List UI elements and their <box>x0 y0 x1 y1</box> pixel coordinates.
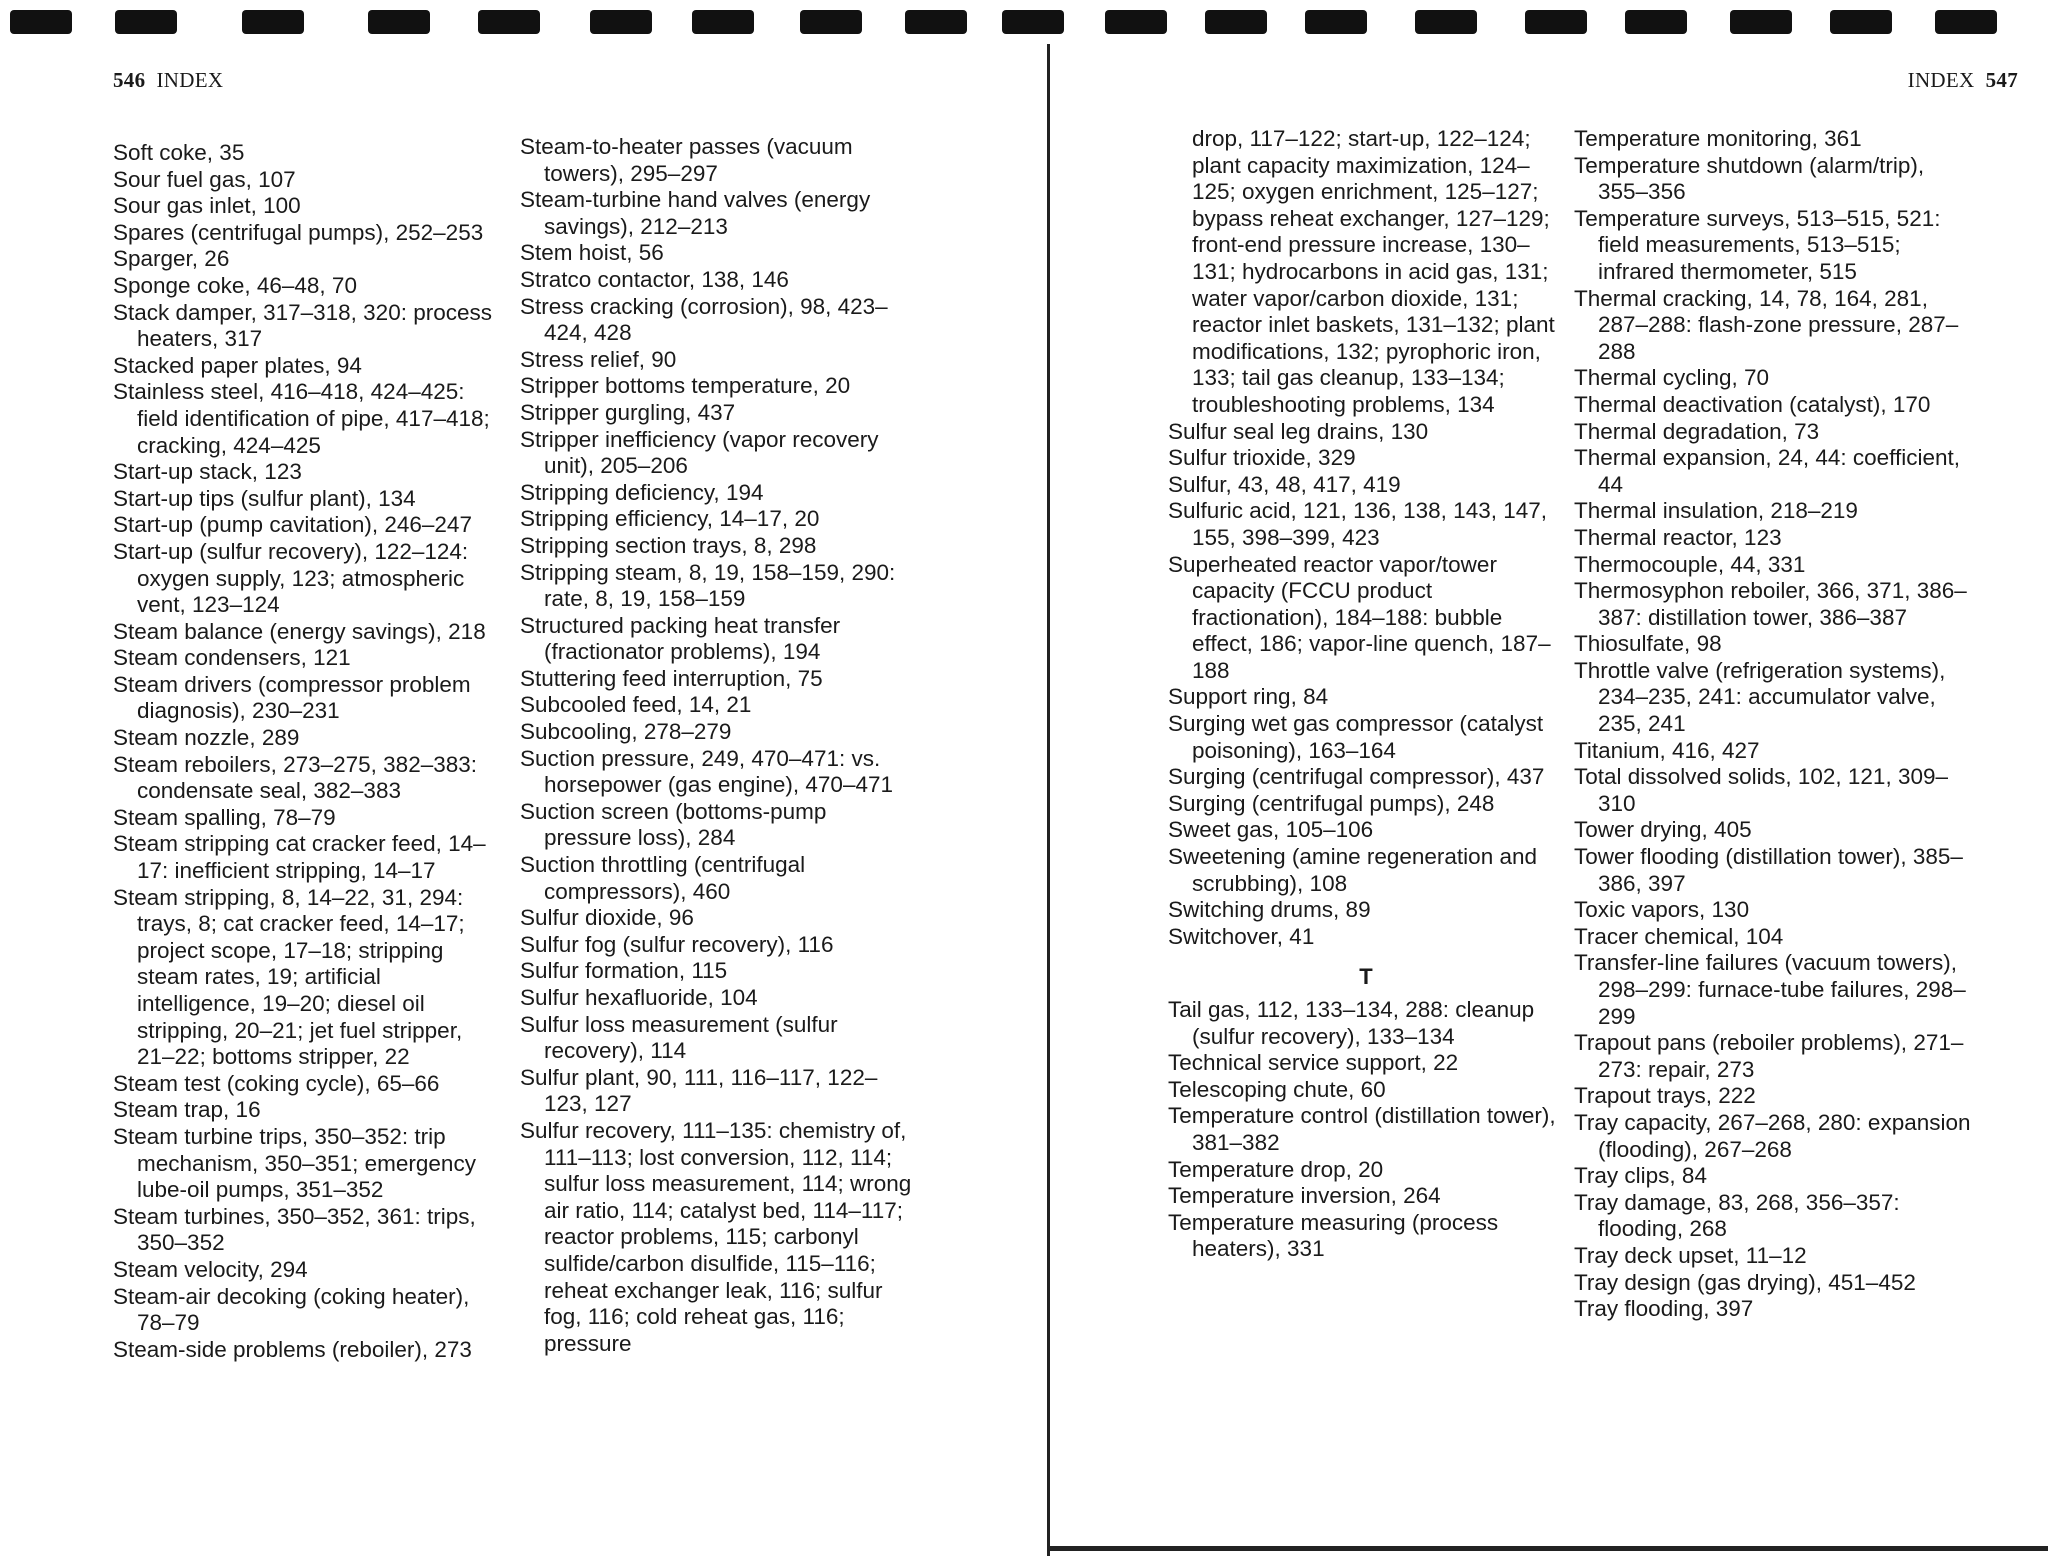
index-entry: Steam reboilers, 273–275, 382–383: condensate seal, 382–383 <box>113 751 478 804</box>
index-entry: Tracer chemical, 104 <box>1574 923 1784 949</box>
binding-hole <box>1105 10 1167 34</box>
index-entry: Thermal deactivation (catalyst), 170 <box>1574 391 1931 417</box>
index-entry: Sulfur seal leg drains, 130 <box>1168 418 1429 444</box>
index-entry: Soft coke, 35 <box>113 140 245 165</box>
index-entry: Steam stripping cat cracker feed, 14–17: inefficient stripping, 14–17 <box>113 831 486 884</box>
index-entry: Thiosulfate, 98 <box>1574 631 1722 657</box>
index-entry: Subcooling, 278–279 <box>520 719 732 745</box>
index-entry: Steam-side problems (reboiler), 273 <box>113 1336 472 1362</box>
index-entry: Steam condensers, 121 <box>113 645 351 671</box>
index-column-3 <box>1168 126 1564 1263</box>
index-entry: Thermal reactor, 123 <box>1574 524 1782 550</box>
binding-hole <box>10 10 72 34</box>
index-entry: Temperature inversion, 264 <box>1168 1183 1441 1209</box>
index-entry: Stripping steam, 8, 19, 158–159, 290: rate, 8, 19, 158–159 <box>520 559 896 612</box>
index-entry: Surging (centrifugal pumps), 248 <box>1168 790 1495 816</box>
index-entry: Surging (centrifugal compressor), 437 <box>1168 764 1545 790</box>
index-entry: Temperature shutdown (alarm/trip), 355–356 <box>1574 152 1925 205</box>
index-entry: Steam-turbine hand valves (energy savings), 212–213 <box>520 187 871 239</box>
index-entry: Start-up stack, 123 <box>113 459 302 485</box>
index-entry: Temperature control (distillation tower), 381–382 <box>1168 1103 1556 1155</box>
binding-hole <box>1730 10 1792 34</box>
index-entry: Steam nozzle, 289 <box>113 725 300 751</box>
index-entry: Steam-to-heater passes (vacuum towers), 295–297 <box>520 134 853 186</box>
index-entry: Start-up (sulfur recovery), 122–124: oxygen supply, 123; atmospheric vent, 123–124 <box>113 538 469 618</box>
index-entry: Stripping deficiency, 194 <box>520 479 764 505</box>
index-entry: Trapout pans (reboiler problems), 271–273: repair, 273 <box>1574 1030 1964 1082</box>
index-entry: Stacked paper plates, 94 <box>113 352 362 378</box>
binding-hole <box>1205 10 1267 34</box>
index-entry: Structured packing heat transfer (fractionator problems), 194 <box>520 612 841 665</box>
index-entry: Technical service support, 22 <box>1168 1050 1459 1076</box>
binding-hole <box>1305 10 1367 34</box>
index-entry: Tray damage, 83, 268, 356–357: flooding, 268 <box>1574 1189 1900 1242</box>
binding-hole <box>368 10 430 34</box>
index-entry: Support ring, 84 <box>1168 684 1329 710</box>
index-entry: Suction pressure, 249, 470–471: vs. horsepower (gas engine), 470–471 <box>520 745 893 798</box>
index-entry: Tail gas, 112, 133–134, 288: cleanup (sulfur recovery), 133–134 <box>1168 997 1535 1049</box>
index-entry: Steam turbine trips, 350–352: trip mechanism, 350–351; emergency lube-oil pumps, 351–352 <box>113 1123 476 1203</box>
index-entry: Tray design (gas drying), 451–452 <box>1574 1269 1916 1295</box>
right-page-number: 547 <box>1985 68 2018 92</box>
index-entry: Tray flooding, 397 <box>1574 1296 1754 1322</box>
index-entry: Trapout trays, 222 <box>1574 1083 1756 1109</box>
index-entry: Steam stripping, 8, 14–22, 31, 294: trays, 8; cat cracker feed, 14–17; project scope, 17–18; stripping steam rates, 19; artificial intelligence, 19–20; diesel oil stripping, 20–21; jet fuel stripper, 21–22; bottoms stripper, 22 <box>113 884 465 1070</box>
index-entry: Thermocouple, 44, 331 <box>1574 551 1806 577</box>
section-letter: T <box>1359 964 1373 990</box>
index-entry: Stripping efficiency, 14–17, 20 <box>520 506 820 532</box>
binding-hole <box>1830 10 1892 34</box>
index-entry: Sulfur recovery, 111–135: chemistry of, 111–113; lost conversion, 112, 114; sulfur loss measurement, 114; wrong air ratio, 114; catalyst bed, 114–117; reactor problems, 115; carbonyl sulfide/carbon disulfide, 115–116; reheat exchanger leak, 116; sulfur fog, 116; cold reheat gas, 116; pressure <box>520 1117 912 1356</box>
index-entry: Stripping section trays, 8, 298 <box>520 532 817 558</box>
index-entry: Sulfur hexafluoride, 104 <box>520 985 758 1010</box>
index-entry: Suction throttling (centrifugal compressors), 460 <box>520 852 806 904</box>
binding-hole <box>1415 10 1477 34</box>
binding-hole <box>242 10 304 34</box>
index-entry: Stem hoist, 56 <box>520 240 664 266</box>
index-entry: Transfer-line failures (vacuum towers), 298–299: furnace-tube failures, 298–299 <box>1574 950 1966 1029</box>
index-entry: Subcooled feed, 14, 21 <box>520 692 752 718</box>
index-entry: Stuttering feed interruption, 75 <box>520 665 823 691</box>
index-entry: Steam spalling, 78–79 <box>113 804 336 830</box>
binding-hole <box>1525 10 1587 34</box>
index-entry: Sulfur fog (sulfur recovery), 116 <box>520 931 834 957</box>
binding-hole <box>1002 10 1064 34</box>
index-entry: Sweetening (amine regeneration and scrubbing), 108 <box>1168 844 1537 896</box>
index-entry: Steam trap, 16 <box>113 1097 261 1123</box>
index-column-4 <box>1574 126 1974 1323</box>
index-entry: Thermal insulation, 218–219 <box>1574 498 1858 524</box>
index-entry: Toxic vapors, 130 <box>1574 897 1750 923</box>
index-entry: Thermal cycling, 70 <box>1574 365 1770 391</box>
index-entry: Surging wet gas compressor (catalyst poisoning), 163–164 <box>1168 711 1544 763</box>
index-entry: Thermal degradation, 73 <box>1574 418 1820 444</box>
index-entry: Suction screen (bottoms-pump pressure loss), 284 <box>520 798 827 851</box>
index-entry: Stratco contactor, 138, 146 <box>520 266 789 292</box>
binding-hole <box>478 10 540 34</box>
right-running-head: INDEX <box>1907 68 1975 92</box>
index-entry: Stripper bottoms temperature, 20 <box>520 373 851 399</box>
index-entry: Start-up tips (sulfur plant), 134 <box>113 485 416 511</box>
index-entry-continuation: drop, 117–122; start-up, 122–124; plant capacity maximization, 124–125; oxygen enrichment, 125–127; bypass reheat exchanger, 127–129; front-end pressure increase, 130–131; hydrocarbons in acid gas, 131; water vapor/carbon dioxide, 131; reactor inlet baskets, 131–132; plant modifications, 132; pyrophoric iron, 133; tail gas cleanup, 133–134; troubleshooting problems, 134 <box>1192 126 1555 417</box>
index-entry: Superheated reactor vapor/tower capacity (FCCU product fractionation), 184–188: bubble effect, 186; vapor-line quench, 187–188 <box>1168 551 1551 683</box>
index-entry: Tower flooding (distillation tower), 385–386, 397 <box>1574 844 1963 896</box>
index-entry: Temperature drop, 20 <box>1168 1156 1384 1182</box>
left-page-number: 546 <box>113 68 146 92</box>
index-entry: Stress cracking (corrosion), 98, 423–424, 428 <box>520 293 888 346</box>
binding-hole <box>905 10 967 34</box>
index-entry: Thermosyphon reboiler, 366, 371, 386–387: distillation tower, 386–387 <box>1574 578 1967 630</box>
index-entry: Sulfur dioxide, 96 <box>520 905 694 931</box>
index-entry: Tray clips, 84 <box>1574 1163 1707 1189</box>
left-running-head: INDEX <box>156 68 224 92</box>
index-entry: Steam balance (energy savings), 218 <box>113 618 486 644</box>
index-entry: Sulfur formation, 115 <box>520 958 728 984</box>
index-entry: Temperature surveys, 513–515, 521: field measurements, 513–515; infrared thermometer, 515 <box>1574 205 1941 284</box>
index-entry: Spares (centrifugal pumps), 252–253 <box>113 219 484 245</box>
index-entry: Sulfuric acid, 121, 136, 138, 143, 147, 155, 398–399, 423 <box>1168 498 1548 550</box>
binding-hole <box>590 10 652 34</box>
index-column-1 <box>113 140 503 1363</box>
binding-hole <box>800 10 862 34</box>
index-entry: Sulfur plant, 90, 111, 116–117, 122–123, 127 <box>520 1064 878 1117</box>
index-entry: Steam turbines, 350–352, 361: trips, 350–352 <box>113 1203 476 1256</box>
index-entry: Stainless steel, 416–418, 424–425: field identification of pipe, 417–418; cracking, 424–425 <box>113 379 490 458</box>
index-entry: Titanium, 416, 427 <box>1574 737 1760 763</box>
page-edge-line <box>1050 1546 2048 1551</box>
index-entry: Stripper inefficiency (vapor recovery unit), 205–206 <box>520 426 879 479</box>
binding-hole <box>1935 10 1997 34</box>
left-page-header <box>113 68 223 93</box>
binding-hole <box>115 10 177 34</box>
index-entry: Stripper gurgling, 437 <box>520 399 736 425</box>
book-spine <box>1047 44 1050 1556</box>
index-entry: Sweet gas, 105–106 <box>1168 817 1374 843</box>
index-entry: Tower drying, 405 <box>1574 817 1752 843</box>
index-entry: Sour gas inlet, 100 <box>113 193 301 219</box>
right-page-header <box>1908 68 2018 93</box>
index-entry: Stress relief, 90 <box>520 346 677 372</box>
index-entry: Sour fuel gas, 107 <box>113 166 296 192</box>
index-entry: Total dissolved solids, 102, 121, 309–310 <box>1574 764 1948 816</box>
index-entry: Temperature measuring (process heaters), 331 <box>1168 1209 1499 1262</box>
index-entry: Steam drivers (compressor problem diagnosis), 230–231 <box>113 671 471 724</box>
binding-hole <box>1625 10 1687 34</box>
index-entry: Thermal cracking, 14, 78, 164, 281, 287–288: flash-zone pressure, 287–288 <box>1574 285 1959 364</box>
index-entry: Start-up (pump cavitation), 246–247 <box>113 512 472 538</box>
index-entry: Sulfur trioxide, 329 <box>1168 445 1356 471</box>
binding-hole <box>692 10 754 34</box>
index-entry: Switchover, 41 <box>1168 923 1315 949</box>
index-entry: Sponge coke, 46–48, 70 <box>113 272 357 298</box>
index-entry: Steam velocity, 294 <box>113 1256 308 1282</box>
index-entry: Sulfur, 43, 48, 417, 419 <box>1168 471 1401 497</box>
index-entry: Tray capacity, 267–268, 280: expansion (flooding), 267–268 <box>1574 1109 1971 1162</box>
index-entry: Sulfur loss measurement (sulfur recovery), 114 <box>520 1011 838 1064</box>
index-entry: Sparger, 26 <box>113 246 230 272</box>
index-entry: Throttle valve (refrigeration systems), 234–235, 241: accumulator valve, 235, 241 <box>1574 657 1946 737</box>
index-entry: Thermal expansion, 24, 44: coefficient, 44 <box>1574 445 1961 497</box>
binding-holes <box>0 10 2048 36</box>
index-column-2 <box>520 134 920 1357</box>
index-entry: Telescoping chute, 60 <box>1168 1076 1386 1102</box>
index-entry: Steam test (coking cycle), 65–66 <box>113 1070 440 1096</box>
index-entry: Switching drums, 89 <box>1168 897 1371 923</box>
index-entry: Stack damper, 317–318, 320: process heaters, 317 <box>113 299 492 352</box>
index-entry: Tray deck upset, 11–12 <box>1574 1242 1807 1268</box>
index-entry: Steam-air decoking (coking heater), 78–79 <box>113 1283 470 1336</box>
index-entry: Temperature monitoring, 361 <box>1574 126 1862 151</box>
